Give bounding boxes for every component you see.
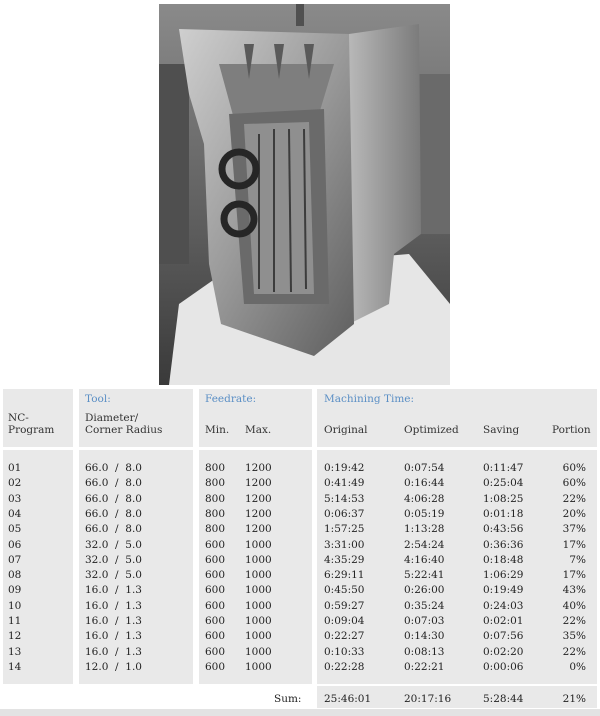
cell-min: 600 <box>205 615 226 627</box>
cell-saving: 0:11:47 <box>483 462 524 474</box>
cell-program: 11 <box>8 615 22 627</box>
cell-saving: 0:01:18 <box>483 507 524 520</box>
cell-portion: 0% <box>569 660 586 673</box>
cell-tool: 16.0 / 1.3 <box>85 599 142 612</box>
cell-portion: 22% <box>562 645 586 658</box>
cell-optimized: 0:07:03 <box>404 615 445 627</box>
cell-max: 1000 <box>245 660 272 673</box>
header-nc-program: NC- Program <box>8 412 55 436</box>
cell-portion: 35% <box>562 630 586 643</box>
cell-max: 1000 <box>245 569 272 582</box>
cell-saving: 0:43:56 <box>483 523 524 536</box>
header-portion: Portion <box>552 424 591 436</box>
cell-optimized: 0:16:44 <box>404 477 445 490</box>
cell-optimized: 0:35:24 <box>404 599 445 612</box>
cell-saving: 0:02:20 <box>483 645 524 658</box>
cell-max: 1200 <box>245 462 272 474</box>
cell-tool: 66.0 / 8.0 <box>85 477 142 490</box>
header-feedrate-title: Feedrate: <box>205 393 257 405</box>
cell-program: 09 <box>8 584 22 597</box>
cell-original: 0:22:27 <box>324 630 365 643</box>
cell-optimized: 5:22:41 <box>404 569 445 582</box>
cell-saving: 0:25:04 <box>483 477 524 490</box>
cell-saving: 0:02:01 <box>483 615 524 627</box>
cell-portion: 17% <box>562 569 586 582</box>
cell-tool: 12.0 / 1.0 <box>85 660 142 673</box>
cell-program: 10 <box>8 599 22 612</box>
cell-min: 800 <box>205 462 226 474</box>
cell-min: 600 <box>205 569 226 582</box>
cell-program: 08 <box>8 569 22 582</box>
cell-original: 0:45:50 <box>324 584 365 597</box>
header-tool-title: Tool: <box>85 393 111 405</box>
cell-max: 1000 <box>245 584 272 597</box>
cell-portion: 43% <box>562 584 586 597</box>
cell-min: 600 <box>205 630 226 643</box>
sum-portion: 21% <box>562 693 586 705</box>
cell-tool: 32.0 / 5.0 <box>85 538 142 551</box>
cell-max: 1000 <box>245 553 272 566</box>
cell-original: 0:06:37 <box>324 507 365 520</box>
header-machining-title: Machining Time: <box>324 393 415 405</box>
cell-program: 12 <box>8 630 22 643</box>
cell-max: 1000 <box>245 615 272 627</box>
cell-original: 0:10:33 <box>324 645 365 658</box>
cell-tool: 66.0 / 8.0 <box>85 462 142 474</box>
sum-optimized: 20:17:16 <box>404 693 452 705</box>
cell-program: 05 <box>8 523 22 536</box>
cell-saving: 0:00:06 <box>483 660 524 673</box>
cell-max: 1000 <box>245 538 272 551</box>
cell-min: 800 <box>205 523 226 536</box>
cell-max: 1000 <box>245 599 272 612</box>
cell-portion: 22% <box>562 615 586 627</box>
cell-original: 0:59:27 <box>324 599 365 612</box>
cell-optimized: 1:13:28 <box>404 523 445 536</box>
cell-original: 0:41:49 <box>324 477 365 490</box>
mould-photo <box>159 4 450 385</box>
cell-original: 6:29:11 <box>324 569 365 582</box>
cell-saving: 1:08:25 <box>483 492 524 505</box>
cell-portion: 22% <box>562 492 586 505</box>
cell-tool: 32.0 / 5.0 <box>85 569 142 582</box>
cell-min: 600 <box>205 599 226 612</box>
sum-original: 25:46:01 <box>324 693 372 705</box>
cell-tool: 66.0 / 8.0 <box>85 507 142 520</box>
cell-max: 1200 <box>245 477 272 490</box>
cell-saving: 0:19:49 <box>483 584 524 597</box>
cell-program: 02 <box>8 477 22 490</box>
cell-tool: 16.0 / 1.3 <box>85 630 142 643</box>
cell-optimized: 4:16:40 <box>404 553 445 566</box>
cell-tool: 16.0 / 1.3 <box>85 584 142 597</box>
cell-optimized: 4:06:28 <box>404 492 445 505</box>
cell-optimized: 0:22:21 <box>404 660 445 673</box>
cell-min: 600 <box>205 553 226 566</box>
cell-program: 13 <box>8 645 22 658</box>
cell-tool: 16.0 / 1.3 <box>85 645 142 658</box>
cell-tool: 66.0 / 8.0 <box>85 492 142 505</box>
cell-max: 1200 <box>245 507 272 520</box>
cell-tool: 32.0 / 5.0 <box>85 553 142 566</box>
cell-tool: 66.0 / 8.0 <box>85 523 142 536</box>
cell-max: 1200 <box>245 492 272 505</box>
cell-portion: 40% <box>562 599 586 612</box>
sum-saving: 5:28:44 <box>483 693 524 705</box>
cell-min: 800 <box>205 492 226 505</box>
header-optimized: Optimized <box>404 424 459 436</box>
header-original: Original <box>324 424 368 436</box>
cell-max: 1000 <box>245 645 272 658</box>
cell-min: 600 <box>205 584 226 597</box>
cell-min: 600 <box>205 538 226 551</box>
cell-portion: 17% <box>562 538 586 551</box>
cell-optimized: 0:26:00 <box>404 584 445 597</box>
sum-bottom-bar <box>0 709 600 716</box>
cell-optimized: 0:07:54 <box>404 462 445 474</box>
cell-min: 600 <box>205 645 226 658</box>
cell-min: 600 <box>205 660 226 673</box>
cell-original: 3:31:00 <box>324 538 365 551</box>
cell-saving: 1:06:29 <box>483 569 524 582</box>
cell-original: 0:19:42 <box>324 462 365 474</box>
mould-photo-drawing <box>159 4 450 385</box>
cell-original: 0:22:28 <box>324 660 365 673</box>
cell-program: 03 <box>8 492 22 505</box>
cell-original: 0:09:04 <box>324 615 365 627</box>
cell-saving: 0:07:56 <box>483 630 524 643</box>
cell-portion: 60% <box>562 477 586 490</box>
cell-min: 800 <box>205 507 226 520</box>
cell-saving: 0:24:03 <box>483 599 524 612</box>
cell-saving: 0:36:36 <box>483 538 524 551</box>
cell-program: 07 <box>8 553 22 566</box>
cell-saving: 0:18:48 <box>483 553 524 566</box>
cell-original: 1:57:25 <box>324 523 365 536</box>
cell-tool: 16.0 / 1.3 <box>85 615 142 627</box>
cell-optimized: 2:54:24 <box>404 538 445 551</box>
cell-optimized: 0:14:30 <box>404 630 445 643</box>
cell-program: 14 <box>8 660 22 673</box>
cell-original: 5:14:53 <box>324 492 365 505</box>
cell-optimized: 0:05:19 <box>404 507 445 520</box>
header-saving: Saving <box>483 424 520 436</box>
cell-portion: 60% <box>562 462 586 474</box>
cell-max: 1200 <box>245 523 272 536</box>
cell-program: 06 <box>8 538 22 551</box>
cell-program: 01 <box>8 462 22 474</box>
cell-program: 04 <box>8 507 22 520</box>
header-max: Max. <box>245 424 272 436</box>
cell-original: 4:35:29 <box>324 553 365 566</box>
header-tool-sub: Diameter/ Corner Radius <box>85 412 163 436</box>
cell-min: 800 <box>205 477 226 490</box>
header-min: Min. <box>205 424 230 436</box>
cell-max: 1000 <box>245 630 272 643</box>
cell-optimized: 0:08:13 <box>404 645 445 658</box>
cell-portion: 20% <box>562 507 586 520</box>
cell-portion: 7% <box>569 553 586 566</box>
cell-portion: 37% <box>562 523 586 536</box>
sum-label: Sum: <box>274 693 302 705</box>
